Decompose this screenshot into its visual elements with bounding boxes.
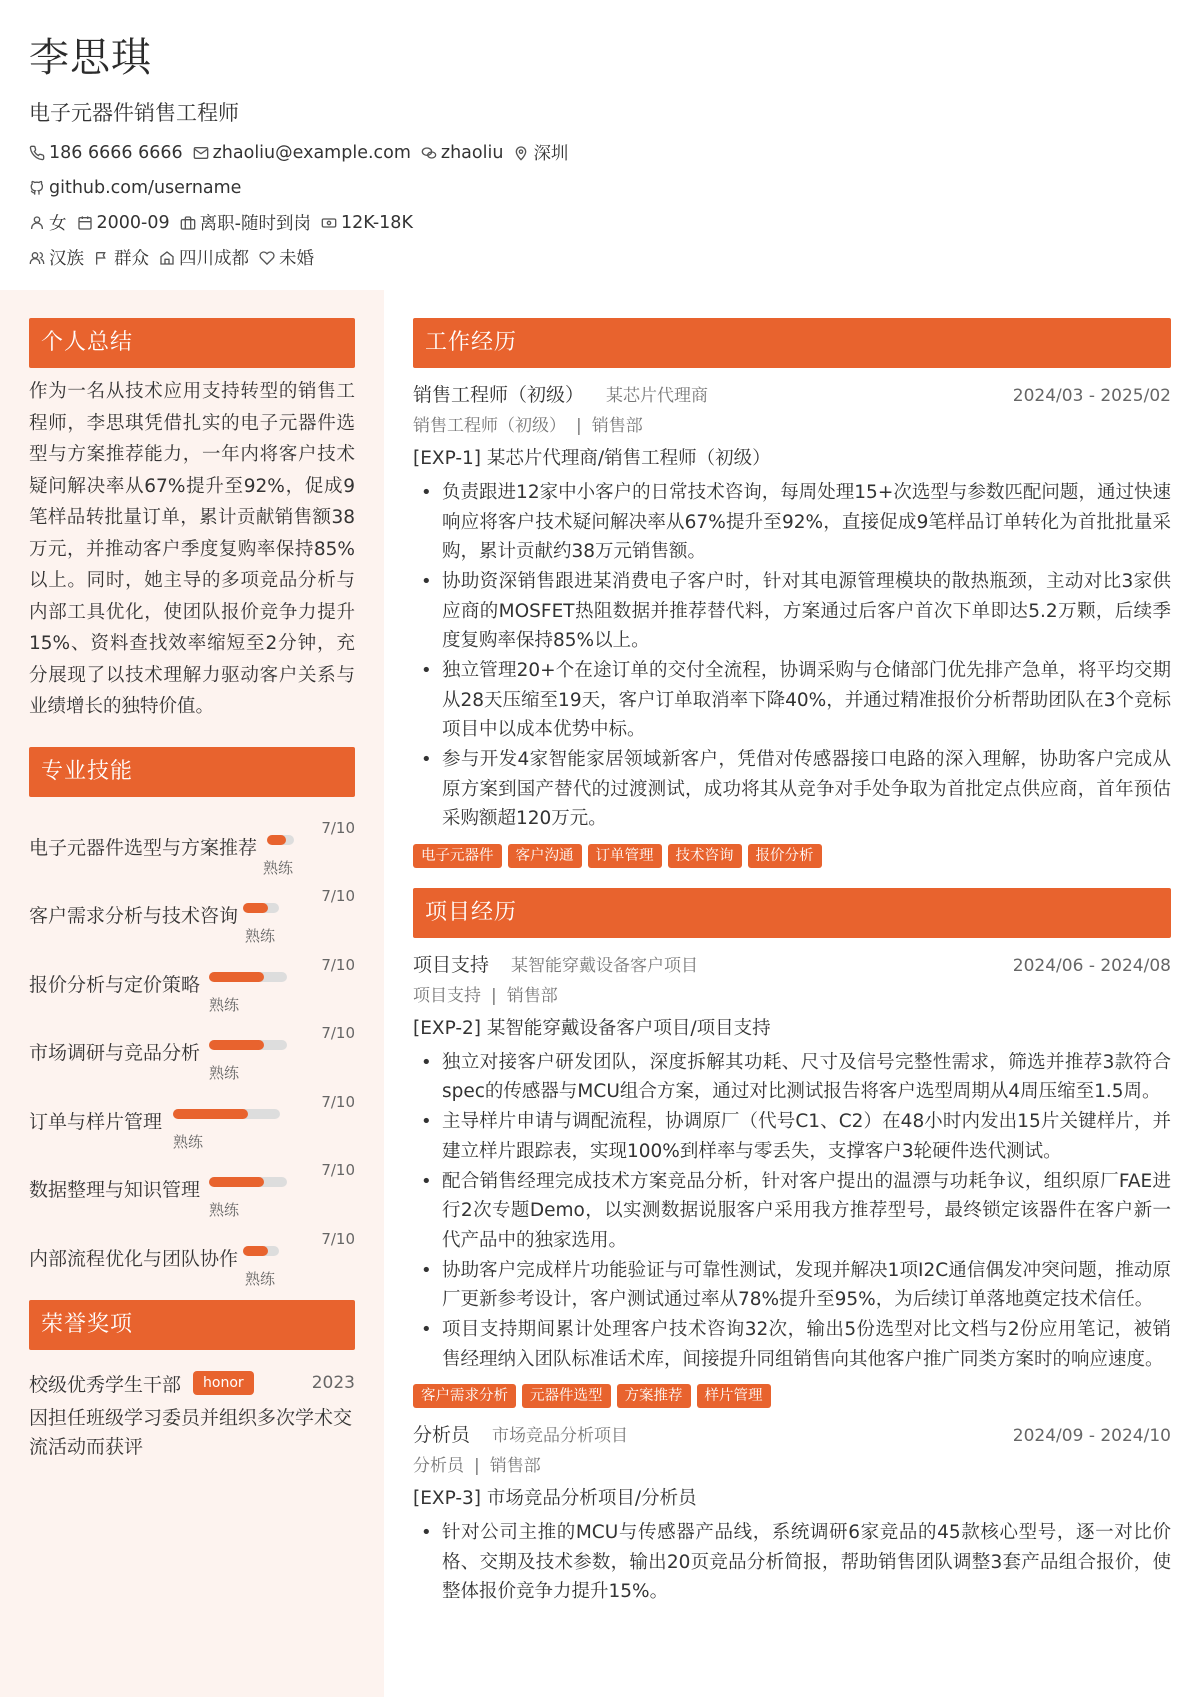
skill-score: 7/10 bbox=[321, 818, 355, 837]
skill-level: 熟练 bbox=[173, 1132, 204, 1151]
entry-role: 销售工程师（初级） bbox=[413, 384, 585, 406]
section-title-summary: 个人总结 bbox=[29, 318, 355, 368]
skill-item bbox=[29, 873, 355, 945]
skill-name: 市场调研与竞品分析 bbox=[29, 1042, 201, 1064]
github-icon bbox=[29, 180, 45, 196]
award-year: 2023 bbox=[311, 1373, 355, 1393]
entry-sub-role: 项目支持 bbox=[413, 985, 481, 1006]
section-title-skills: 专业技能 bbox=[29, 747, 355, 797]
entry-dept: 销售部 bbox=[591, 416, 643, 436]
resume-header bbox=[0, 0, 1200, 290]
skill-score: 7/10 bbox=[321, 887, 355, 905]
skill-bar-fill bbox=[267, 835, 286, 845]
entry-bullets bbox=[413, 1048, 1171, 1375]
bullet-item: • 独立对接客户研发团队，深度拆解其功耗、尺寸及信号完整性需求，筛选并推荐3款符合spec的传感器与MCU组合方案，通过对比测试报告将客户选型周期从4周压缩至1.5周。 bbox=[413, 1048, 1171, 1107]
bullet-item: • 协助资深销售跟进某消费电子客户时，针对其电源管理模块的散热瓶颈，主动对比3家供应商的MOSFET热阻数据并推荐替代料，方案通过后客户首次下单即达5.2万颗，后续季度复购率保持85%以上。 bbox=[413, 567, 1171, 656]
political-text: 群众 bbox=[114, 249, 149, 269]
entry-tags bbox=[413, 1384, 1171, 1408]
skill-level: 熟练 bbox=[209, 1064, 240, 1082]
entry-heading: [EXP-1] 某芯片代理商/销售工程师（初级） bbox=[413, 448, 771, 469]
entry-role: 分析员 bbox=[413, 1424, 471, 1446]
gender-text: 女 bbox=[49, 214, 67, 234]
skill-bar bbox=[243, 903, 279, 913]
experience-entry bbox=[413, 950, 1171, 1409]
skill-bar-fill bbox=[243, 903, 268, 913]
contact-row-1 bbox=[29, 135, 1200, 170]
section-title-work: 工作经历 bbox=[413, 318, 1171, 368]
heart-icon bbox=[259, 250, 275, 266]
salary bbox=[321, 213, 413, 233]
skill-level: 熟练 bbox=[245, 1269, 276, 1288]
hometown bbox=[159, 245, 249, 270]
award-desc: 因担任班级学习委员并组织多次学术交流活动而获评 bbox=[29, 1407, 353, 1458]
ethnicity-text: 汉族 bbox=[49, 249, 84, 269]
skill-score: 7/10 bbox=[321, 1229, 355, 1248]
birth bbox=[77, 213, 170, 233]
skill-name: 内部流程优化与团队协作 bbox=[29, 1247, 239, 1270]
skill-name: 订单与样片管理 bbox=[29, 1110, 163, 1133]
work-entries bbox=[413, 380, 1171, 868]
entry-subline bbox=[413, 980, 1171, 1012]
entry-header bbox=[413, 1420, 1171, 1450]
skill-name: 数据整理与知识管理 bbox=[29, 1179, 201, 1201]
entry-dept: 销售部 bbox=[506, 985, 558, 1006]
skill-item bbox=[29, 1216, 355, 1288]
sidebar bbox=[0, 290, 384, 1697]
skill-level: 熟练 bbox=[209, 995, 240, 1014]
marital-text: 未婚 bbox=[279, 249, 314, 269]
entry-org: 市场竞品分析项目 bbox=[492, 1426, 629, 1446]
email[interactable] bbox=[193, 143, 411, 163]
skill-item bbox=[29, 1147, 355, 1219]
bullet-item: • 参与开发4家智能家居领域新客户，凭借对传感器接口电路的深入理解，协助客户完成从原方案到国产替代的过渡测试，成功将其从竞争对手处争取为首批定点供应商，首年预估采购额超120万元。 bbox=[413, 745, 1171, 834]
flag-icon bbox=[94, 250, 110, 266]
project-entries bbox=[413, 950, 1171, 1607]
entry-date: 2024/06 - 2024/08 bbox=[1012, 955, 1171, 976]
person-icon bbox=[29, 215, 45, 231]
entry-sub-role: 销售工程师（初级） bbox=[413, 416, 566, 436]
section-title-awards: 荣誉奖项 bbox=[29, 1300, 355, 1350]
skill-bar bbox=[209, 1040, 287, 1050]
job-status-text: 离职-随时到岗 bbox=[199, 214, 311, 234]
contact-info bbox=[29, 135, 1200, 275]
email-text: zhaoliu@example.com bbox=[212, 142, 411, 163]
skill-level: 熟练 bbox=[263, 858, 294, 877]
contact-row-2 bbox=[29, 170, 1200, 205]
entry-org: 某智能穿戴设备客户项目 bbox=[511, 955, 699, 976]
entry-subline bbox=[413, 1450, 1171, 1482]
entry-heading: [EXP-2] 某智能穿戴设备客户项目/项目支持 bbox=[413, 1017, 771, 1039]
skill-bar-fill bbox=[209, 972, 264, 982]
briefcase-icon bbox=[180, 215, 196, 231]
political bbox=[94, 245, 149, 270]
wechat-icon bbox=[421, 145, 437, 161]
tag: 客户需求分析 bbox=[413, 1384, 516, 1408]
wechat-text: zhaoliu bbox=[440, 142, 504, 163]
bullet-item: • 项目支持期间累计处理客户技术咨询32次，输出5份选型对比文档与2份应用笔记，被销售经理纳入团队标准话术库，间接提升同组销售向其他客户推广同类方案时的响应速度。 bbox=[413, 1315, 1171, 1374]
entry-tags bbox=[413, 844, 1171, 868]
phone bbox=[29, 143, 183, 163]
skill-bar-fill bbox=[173, 1109, 248, 1119]
entry-header bbox=[413, 380, 1171, 410]
users-icon bbox=[29, 250, 45, 266]
award-badge: honor bbox=[193, 1371, 254, 1395]
skill-score: 7/10 bbox=[321, 955, 355, 974]
location bbox=[513, 140, 568, 165]
main-content bbox=[384, 290, 1200, 1697]
phone-text: 186 6666 6666 bbox=[49, 142, 183, 163]
skill-item bbox=[29, 1079, 355, 1151]
bullet-item: • 独立管理20+个在途订单的交付全流程，协调采购与仓储部门优先排产急单，将平均交期从28天压缩至19天，客户订单取消率下降40%，并通过精准报价分析帮助团队在3个竞标项目中以成本优势中标。 bbox=[413, 656, 1171, 745]
job-status bbox=[180, 210, 311, 235]
skill-item bbox=[29, 1010, 355, 1082]
skills-list bbox=[29, 805, 355, 1288]
wechat bbox=[421, 143, 504, 163]
bullet-item: • 协助客户完成样片功能验证与可靠性测试，发现并解决1项I2C通信偶发冲突问题，推动原厂更新参考设计，客户测试通过率从78%提升至95%，为后续订单落地奠定技术信任。 bbox=[413, 1256, 1171, 1315]
entry-bullets bbox=[413, 1518, 1171, 1607]
job-title: 电子元器件销售工程师 bbox=[29, 101, 239, 125]
entry-heading: [EXP-3] 市场竞品分析项目/分析员 bbox=[413, 1488, 697, 1509]
entry-date: 2024/03 - 2025/02 bbox=[1012, 386, 1171, 406]
tag: 订单管理 bbox=[588, 844, 662, 868]
skill-bar bbox=[209, 972, 287, 982]
entry-dept: 销售部 bbox=[489, 1456, 541, 1476]
skill-bar bbox=[173, 1109, 280, 1119]
skill-item bbox=[29, 942, 355, 1014]
entry-org: 某芯片代理商 bbox=[606, 386, 709, 406]
tag: 技术咨询 bbox=[668, 844, 742, 868]
location-text: 深圳 bbox=[533, 144, 569, 164]
skill-bar-fill bbox=[243, 1246, 268, 1256]
calendar-icon bbox=[77, 215, 93, 231]
skill-level: 熟练 bbox=[209, 1201, 240, 1219]
tag: 元器件选型 bbox=[522, 1384, 611, 1408]
bullet-item: • 负责跟进12家中小客户的日常技术咨询，每周处理15+次选型与参数匹配问题，通过快速响应将客户技术疑问解决率从67%提升至92%，直接促成9笔样品订单转化为首批批量采购，累计贡献约38万元销售额。 bbox=[413, 478, 1171, 567]
home-icon bbox=[159, 250, 175, 266]
birth-text: 2000-09 bbox=[96, 212, 170, 233]
skill-name: 客户需求分析与技术咨询 bbox=[29, 905, 239, 927]
location-pin-icon bbox=[513, 145, 529, 161]
entry-separator: | bbox=[491, 985, 497, 1006]
skill-bar bbox=[267, 835, 294, 845]
ethnicity bbox=[29, 245, 84, 270]
contact-row-3 bbox=[29, 205, 1200, 240]
gender bbox=[29, 210, 67, 235]
bullet-item: • 针对公司主推的MCU与传感器产品线，系统调研6家竞品的45款核心型号，逐一对比价格、交期及技术参数，输出20页竞品分析简报，帮助销售团队调整3套产品组合报价，使整体报价竞争力提升15%。 bbox=[413, 1518, 1171, 1607]
tag: 样片管理 bbox=[697, 1384, 771, 1408]
award-item bbox=[29, 1368, 355, 1398]
skill-name: 电子元器件选型与方案推荐 bbox=[29, 836, 258, 859]
tag: 方案推荐 bbox=[617, 1384, 691, 1408]
skill-score: 7/10 bbox=[321, 1092, 355, 1111]
github-text: github.com/username bbox=[49, 177, 242, 198]
marital bbox=[259, 245, 314, 270]
tag: 报价分析 bbox=[748, 844, 822, 868]
skill-bar-fill bbox=[209, 1177, 264, 1187]
experience-entry bbox=[413, 380, 1171, 868]
github[interactable] bbox=[29, 178, 241, 198]
entry-separator: | bbox=[576, 416, 582, 436]
award-name: 校级优秀学生干部 bbox=[29, 1373, 182, 1396]
entry-separator: | bbox=[474, 1456, 480, 1476]
entry-date: 2024/09 - 2024/10 bbox=[1012, 1426, 1171, 1446]
skill-bar bbox=[209, 1177, 287, 1187]
salary-text: 12K-18K bbox=[340, 212, 413, 233]
entry-subline bbox=[413, 410, 1171, 442]
entry-sub-role: 分析员 bbox=[413, 1456, 464, 1476]
entry-header bbox=[413, 950, 1171, 980]
skill-bar-fill bbox=[209, 1040, 264, 1050]
bullet-item: • 配合销售经理完成技术方案竞品分析，针对客户提出的温漂与功耗争议，组织原厂FAE进行2次专题Demo，以实测数据说服客户采用我方推荐型号，最终锁定该器件在客户新一代产品中的独家选用。 bbox=[413, 1167, 1171, 1256]
tag: 电子元器件 bbox=[413, 844, 502, 868]
skill-score: 7/10 bbox=[321, 1024, 355, 1042]
skill-bar bbox=[243, 1246, 279, 1256]
candidate-name: 李思琪 bbox=[29, 35, 152, 81]
skill-name: 报价分析与定价策略 bbox=[29, 973, 201, 996]
experience-entry bbox=[413, 1420, 1171, 1607]
skill-item bbox=[29, 805, 355, 877]
section-title-projects: 项目经历 bbox=[413, 888, 1171, 938]
bullet-item: • 主导样片申请与调配流程，协调原厂（代号C1、C2）在48小时内发出15片关键样片，并建立样片跟踪表，实现100%到样率与零丢失，支撑客户3轮硬件迭代测试。 bbox=[413, 1107, 1171, 1166]
money-icon bbox=[321, 215, 337, 231]
mail-icon bbox=[193, 145, 209, 161]
skill-score: 7/10 bbox=[321, 1161, 355, 1179]
phone-icon bbox=[29, 145, 45, 161]
hometown-text: 四川成都 bbox=[179, 249, 249, 269]
entry-role: 项目支持 bbox=[413, 953, 490, 976]
contact-row-4 bbox=[29, 240, 1200, 275]
entry-bullets bbox=[413, 478, 1171, 834]
tag: 客户沟通 bbox=[508, 844, 582, 868]
summary-text: 作为一名从技术应用支持转型的销售工程师，李思琪凭借扎实的电子元器件选型与方案推荐能力，一年内将客户技术疑问解决率从67%提升至92%，促成9笔样品转批量订单，累计贡献销售额38万元，并推动客户季度复购率保持85%以上。同时，她主导的多项竞品分析与内部工具优化，使团队报价竞争力提升15%、资料查找效率缩短至2分钟，充分展现了以技术理解力驱动客户关系与业绩增长的独特价值。 bbox=[29, 381, 355, 717]
skill-level: 熟练 bbox=[245, 927, 276, 945]
